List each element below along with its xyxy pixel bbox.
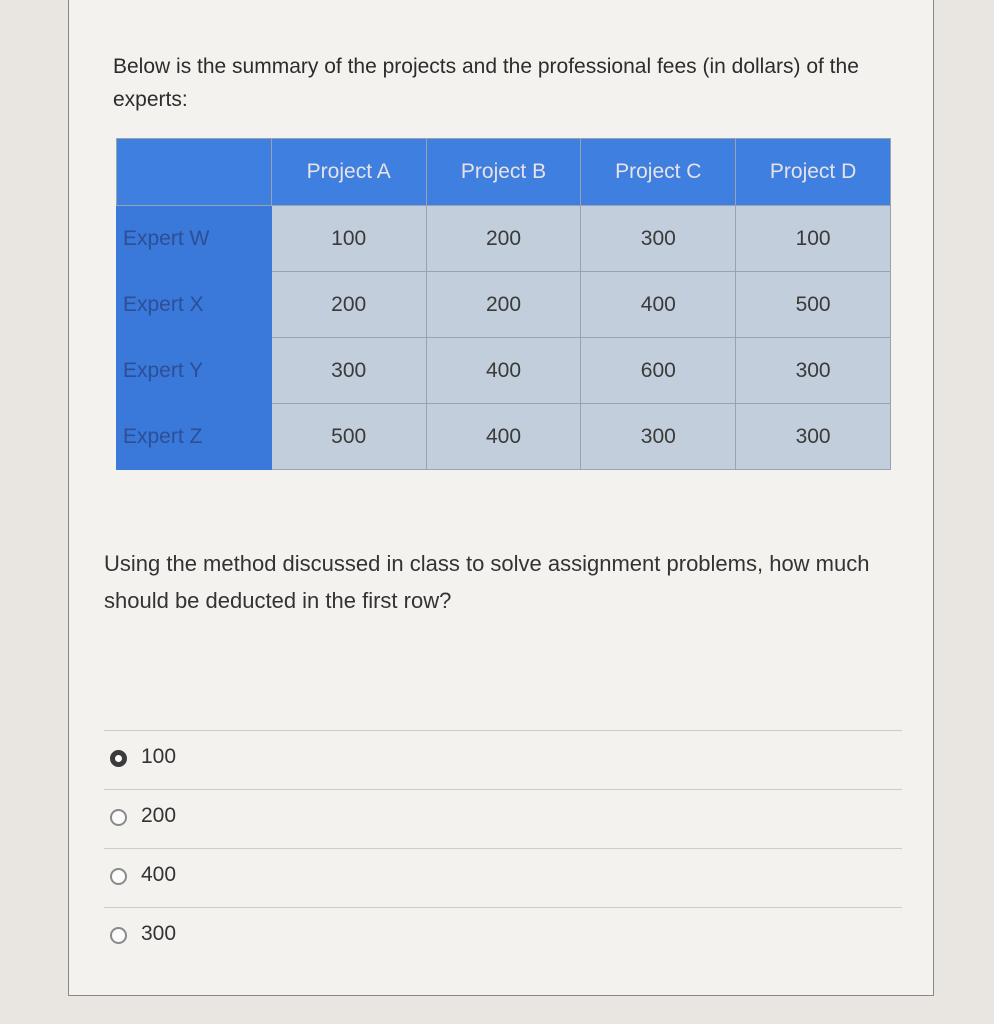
column-header-project-c: Project C — [581, 139, 736, 206]
table-cell: 200 — [426, 206, 581, 272]
table-cell: 300 — [736, 338, 891, 404]
radio-button[interactable] — [110, 868, 127, 885]
option-label: 100 — [141, 745, 177, 768]
table-cell: 400 — [426, 404, 581, 470]
table-cell: 500 — [271, 404, 426, 470]
option-label: 400 — [141, 863, 177, 886]
table-row — [117, 338, 891, 404]
radio-button-selected[interactable] — [110, 750, 127, 767]
table-cell: 300 — [736, 404, 891, 470]
table-cell: 600 — [581, 338, 736, 404]
table-cell: 200 — [271, 272, 426, 338]
table-cell: 100 — [736, 206, 891, 272]
answer-options — [104, 730, 902, 966]
fees-table — [116, 138, 891, 470]
radio-button[interactable] — [110, 927, 127, 944]
table-cell: 500 — [736, 272, 891, 338]
table-row — [117, 404, 891, 470]
row-header-expert-y: Expert Y — [117, 338, 272, 404]
intro-text: Below is the summary of the projects and the professional fees (in dollars) of the experts: — [113, 55, 859, 111]
column-header-project-b: Project B — [426, 139, 581, 206]
table-cell: 300 — [581, 206, 736, 272]
row-header-expert-w: Expert W — [117, 206, 272, 272]
table-cell: 300 — [581, 404, 736, 470]
table-cell: 100 — [271, 206, 426, 272]
radio-button[interactable] — [110, 809, 127, 826]
answer-option-300[interactable] — [104, 907, 902, 966]
table-cell: 200 — [426, 272, 581, 338]
answer-option-100[interactable] — [104, 730, 902, 789]
question-text: Using the method discussed in class to solve assignment problems, how much should be deducted in the first row? — [104, 551, 870, 613]
column-header-project-d: Project D — [736, 139, 891, 206]
answer-option-400[interactable] — [104, 848, 902, 907]
option-label: 300 — [141, 922, 177, 945]
table-row — [117, 272, 891, 338]
answer-option-200[interactable] — [104, 789, 902, 848]
table-row — [117, 206, 891, 272]
row-header-expert-z: Expert Z — [117, 404, 272, 470]
option-label: 200 — [141, 804, 177, 827]
column-header-project-a: Project A — [271, 139, 426, 206]
table-cell: 400 — [581, 272, 736, 338]
table-header-row — [117, 139, 891, 206]
row-header-expert-x: Expert X — [117, 272, 272, 338]
table-corner-cell — [117, 139, 272, 206]
table-cell: 300 — [271, 338, 426, 404]
table-cell: 400 — [426, 338, 581, 404]
